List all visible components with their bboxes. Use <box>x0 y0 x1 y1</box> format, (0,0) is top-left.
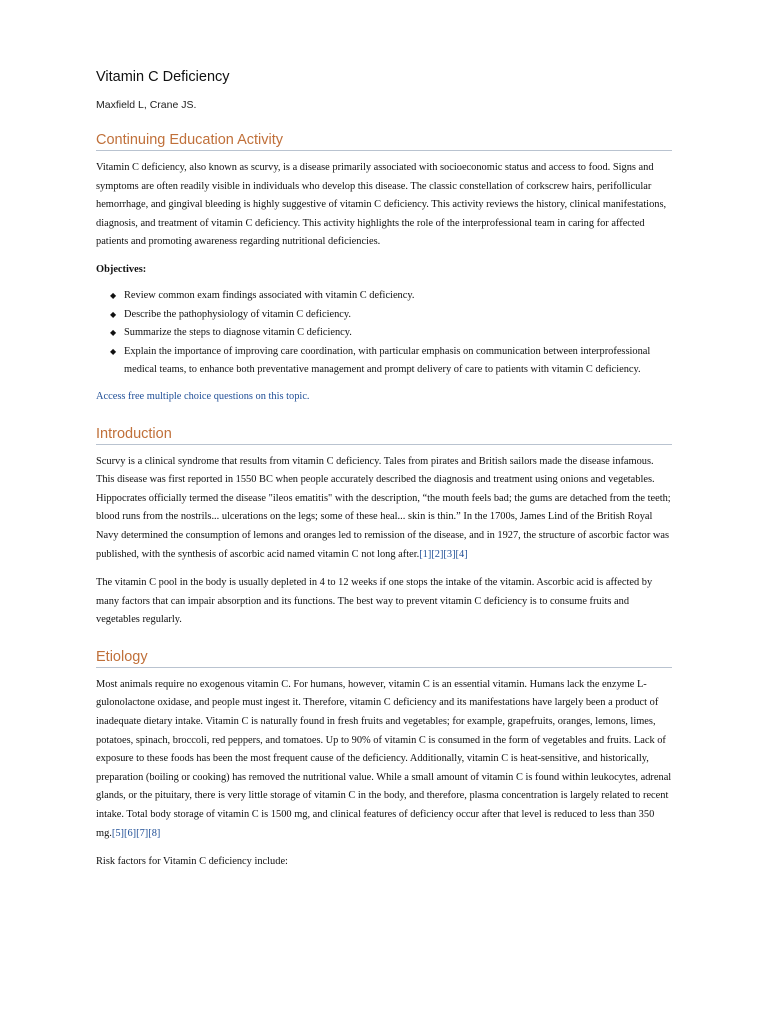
introduction-paragraph-2: The vitamin C pool in the body is usually depleted in 4 to 12 weeks if one stops the intake of the vitamin. Ascorbic acid is affected by many factors that can impair absorption and its functions. The best way to prevent vitamin C deficiency is to consume fruits and vegetables regularly. <box>96 577 653 626</box>
objective-item: ◆ Summarize the steps to diagnose vitamin C deficiency. <box>110 324 672 343</box>
objective-item: ◆ Explain the importance of improving care coordination, with particular emphasis on communication between interprofessional medical teams, to enhance both preventative management and prompt delivery of care to patients with vitamin C deficiency. <box>110 343 672 380</box>
bullet-icon: ◆ <box>110 309 117 319</box>
objectives-label: Objectives: <box>96 263 147 275</box>
bullet-icon: ◆ <box>110 328 117 338</box>
heading-introduction: Introduction <box>96 425 672 445</box>
etiology-paragraph-2: Risk factors for Vitamin C deficiency include: <box>96 856 288 868</box>
reference-links[interactable]: [1][2][3][4] <box>419 548 468 560</box>
objective-item: ◆ Describe the pathophysiology of vitamin C deficiency. <box>110 306 672 325</box>
heading-continuing-education: Continuing Education Activity <box>96 131 672 151</box>
mcq-link[interactable]: Access free multiple choice questions on this topic. <box>96 390 310 402</box>
objectives-list <box>96 287 672 380</box>
heading-etiology: Etiology <box>96 648 672 668</box>
etiology-paragraph-1: Most animals require no exogenous vitamin C. For humans, however, vitamin C is an essential vitamin. Humans lack the enzyme L-gulonolactone oxidase, and people must ingest it. Therefore, vitamin C deficiency and its manifestations have largely been a product of inadequate dietary intake. Vitamin C is naturally found in fresh fruits and vegetables; for example, grapefruits, oranges, lemons, limes, potatoes, spinach, broccoli, red peppers, and tomatoes. Up to 90% of vitamin C is consumed in the form of vegetables and fruits. Lack of exposure to these foods has been the most frequent cause of the deficiency. Additionally, vitamin C is heat-sensitive, and historically, preparation (boiling or cooking) has removed the nutritional value. While a small amount of vitamin C is found within leukocytes, adrenal glands, or the pituitary, there is very little storage of vitamin C in the body, and therefore, plasma concentration is largely related to recent intake. Total body storage of vitamin C is 1500 mg, and clinical features of deficiency occur after that level is reduced to less than 350 mg.[5][6][7][8] <box>96 678 672 839</box>
bullet-icon: ◆ <box>110 290 117 300</box>
continuing-education-paragraph: Vitamin C deficiency, also known as scurvy, is a disease primarily associated with socioeconomic status and access to food. Signs and symptoms are often readily visible in individuals who develop this disease. The classic constellation of corkscrew hairs, perifollicular hemorrhage, and gingival bleeding is highly suggestive of vitamin C deficiency. This activity reviews the history, clinical manifestations, diagnosis, and treatment of vitamin C deficiency. This activity highlights the role of the interprofessional team in caring for affected patients and promoting awareness regarding nutritional deficiencies. <box>96 162 667 248</box>
introduction-paragraph-1: Scurvy is a clinical syndrome that results from vitamin C deficiency. Tales from pirates and British sailors made the disease infamous. This disease was first reported in 1550 BC when people accurately described the diagnosis and treatment using onions and vegetables. Hippocrates officially termed the disease "ileos ematitis" with the description, “the mouth feels bad; the gums are detached from the teeth; blood runs from the nostrils... ulcerations on the legs; some of these heal... skin is thin.” In the 1700s, James Lind of the British Royal Navy determined the consumption of lemons and oranges led to remission of the disease, and in 1927, the structure of ascorbic factor was published, with the synthesis of ascorbic acid named vitamin C not long after.[1][2][3][4] <box>96 455 671 560</box>
reference-links[interactable]: [5][6][7][8] <box>111 827 161 839</box>
bullet-icon: ◆ <box>110 346 117 356</box>
authors: Maxfield L, Crane JS. <box>96 99 197 111</box>
objective-item: ◆ Review common exam findings associated with vitamin C deficiency. <box>110 287 672 306</box>
document-title: Vitamin C Deficiency <box>96 69 230 85</box>
